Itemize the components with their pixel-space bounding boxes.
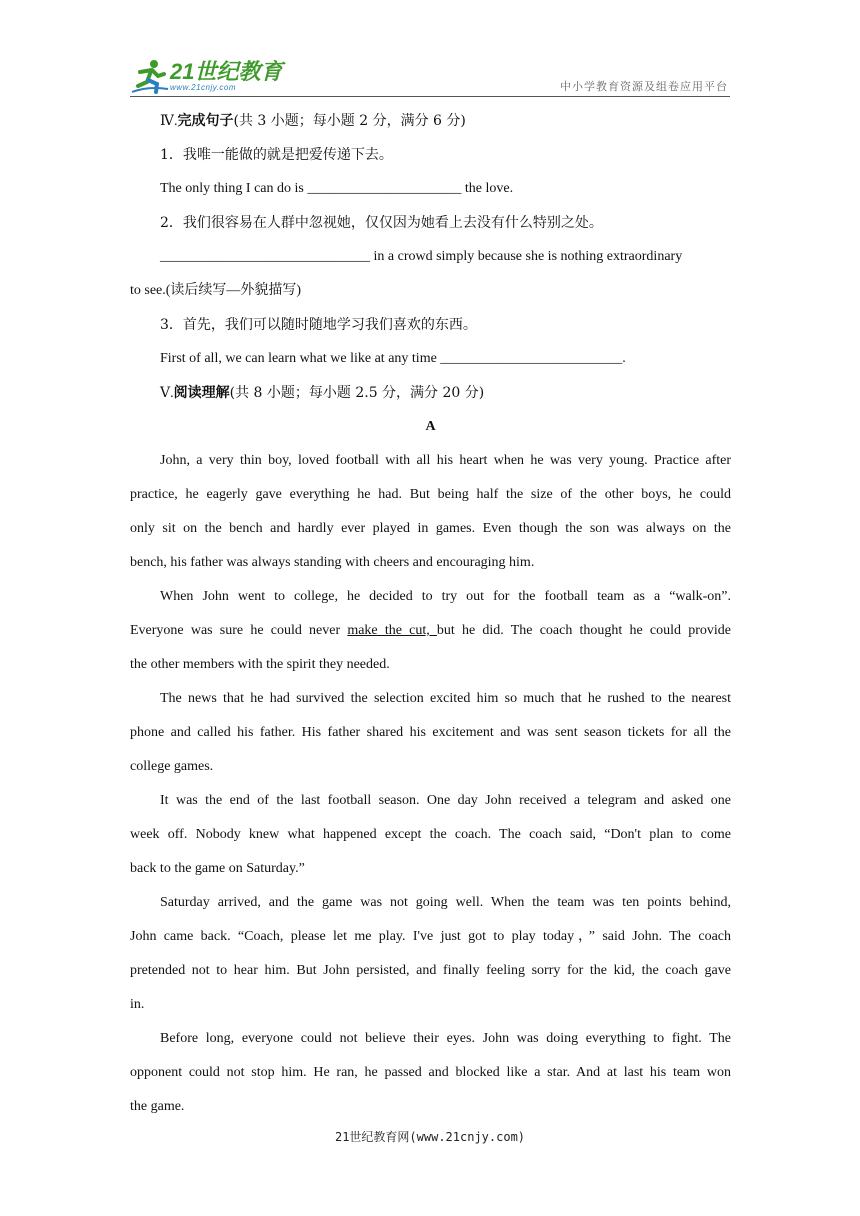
passage-line: the other members with the spirit they needed. [130, 657, 390, 672]
passage-line: John came back. “Coach, please let me play. I've just got to play today，” said John. The coach [130, 929, 731, 944]
logo-url: www.21cnjy.com [170, 83, 236, 92]
answer-blank[interactable]: ______________________ [307, 181, 462, 196]
runner-logo-icon [130, 58, 170, 94]
answer-blank[interactable]: __________________________ [440, 351, 623, 366]
section-title: 阅读理解 [173, 385, 230, 401]
page-footer: 21世纪教育网(www.21cnjy.com) [334, 1130, 526, 1144]
document-body [130, 104, 731, 1124]
passage-line: phone and called his father. His father shared his excitement and was sent season tickets for all the [130, 725, 731, 740]
question-2-sentence [130, 240, 731, 274]
question-1-sentence [130, 172, 731, 206]
sentence-text: First of all, we can learn what we like at any time [160, 351, 441, 366]
sentence-text: the love. [461, 181, 514, 196]
page-header [130, 56, 730, 97]
passage-line: in. [130, 997, 145, 1012]
passage-line: week off. Nobody knew what happened except the coach. The coach said, “Don't plan to come [130, 827, 731, 842]
underlined-phrase: make the cut, [347, 623, 437, 638]
section-number: Ⅴ. [160, 386, 174, 401]
passage-line: Before long, everyone could not believe their eyes. John was doing everything to fight. The [160, 1031, 731, 1046]
passage-line: only sit on the bench and hardly ever played in games. Even though the son was always on the [130, 521, 731, 536]
passage-line: When John went to college, he decided to try out for the football team as a “walk-on”. [160, 589, 731, 604]
sentence-text: in a crowd simply because she is nothing extraordinary [370, 249, 683, 264]
question-2-prompt: 2．我们很容易在人群中忽视她，仅仅因为她看上去没有什么特别之处。 [160, 215, 603, 231]
answer-blank[interactable]: ______________________________ [160, 249, 370, 264]
passage-text: Everyone was sure he could never [130, 623, 348, 638]
question-2-sentence-cont: to see.(读后续写—外貌描写) [130, 283, 302, 298]
section-title: 完成句子 [177, 113, 234, 129]
passage-line: back to the game on Saturday.” [130, 861, 305, 876]
passage-line: It was the end of the last football season. One day John received a telegram and asked one [160, 793, 731, 808]
section-heading [130, 376, 731, 410]
section-number: Ⅳ. [160, 114, 178, 129]
section-heading [130, 104, 731, 138]
passage-line: The news that he had survived the selection excited him so much that he rushed to the nearest [160, 691, 731, 706]
passage-line: the game. [130, 1099, 185, 1114]
sentence-text: The only thing I can do is [160, 181, 308, 196]
passage-line [130, 614, 731, 648]
passage-line: John, a very thin boy, loved football with all his heart when he was very young. Practice after [160, 453, 731, 468]
section-info: (共 3 小题；每小题 2 分，满分 6 分) [233, 113, 466, 129]
question-1-prompt: 1．我唯一能做的就是把爱传递下去。 [160, 147, 393, 163]
section-info: (共 8 小题；每小题 2.5 分，满分 20 分) [229, 385, 485, 401]
brand-logo [130, 58, 290, 94]
passage-text: but he did. The coach thought he could provide [436, 623, 731, 638]
passage-label: A [425, 419, 436, 434]
passage-line: Saturday arrived, and the game was not going well. When the team was ten points behind, [160, 895, 731, 910]
passage-line: opponent could not stop him. He ran, he passed and blocked like a star. And at last his team won [130, 1065, 731, 1080]
sentence-text: . [622, 351, 626, 366]
logo-text: 21世纪教育 [170, 59, 283, 84]
passage-line: bench, his father was always standing with cheers and encouraging him. [130, 555, 535, 570]
question-3-sentence [130, 342, 731, 376]
passage-line: practice, he eagerly gave everything he had. But being half the size of the other boys, he could [130, 487, 731, 502]
passage-line: pretended not to hear him. But John persisted, and finally feeling sorry for the kid, the coach gave [130, 963, 731, 978]
header-tagline: 中小学教育资源及组卷应用平台 [560, 80, 728, 93]
passage-line: college games. [130, 759, 214, 774]
question-3-prompt: 3．首先，我们可以随时随地学习我们喜欢的东西。 [160, 317, 477, 333]
